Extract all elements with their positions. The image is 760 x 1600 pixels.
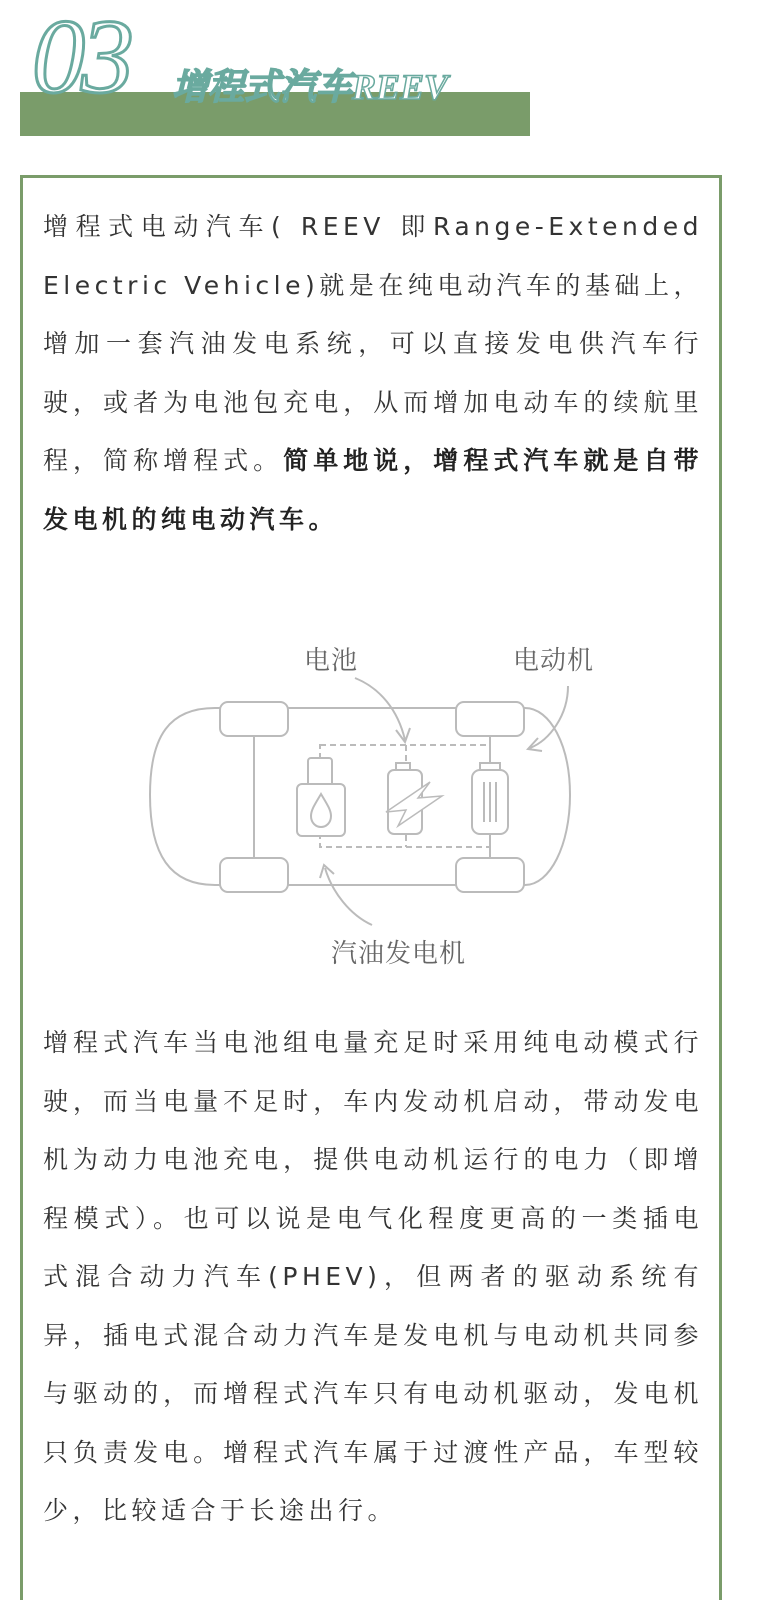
wheel-rear-right [456,858,524,892]
intro-bold-text: 简单地说，增程式汽车就是自带发电机的纯电动汽车。 [43,446,703,534]
intro-text: 增程式电动汽车( REEV 即Range-Extended Electric Vehicle)就是在纯电动汽车的基础上，增加一套汽油发电系统，可以直接发电供汽车行驶，或者为电池包充电，从而增加电动车的续航里程，简称增程式。 [43,212,703,475]
section-number: 03 [32,0,130,115]
wheel-front-right [456,702,524,736]
motor-label: 电动机 [513,646,595,676]
detail-paragraph: 增程式汽车当电池组电量充足时采用纯电动模式行驶，而当电量不足时，车内发动机启动，带动发电机为动力电池充电，提供电动机运行的电力（即增程模式）。也可以说是电气化程度更高的一类插电式混合动力汽车(PHEV)，但两者的驱动系统有异，插电式混合动力汽车是发电机与电动机共同参与驱动的，而增程式汽车只有电动机驱动，发电机只负责发电。增程式汽车属于过渡性产品，车型较少，比较适合于长途出行。 [43,1028,703,1525]
generator-label: 汽油发电机 [331,939,467,969]
reev-diagram [140,630,620,990]
section-title: 增程式汽车REEV [172,67,449,107]
battery-label: 电池 [304,646,359,676]
section-header [0,0,760,150]
intro-paragraph [43,198,703,549]
wheel-front-left [220,702,288,736]
wheel-rear-left [220,858,288,892]
